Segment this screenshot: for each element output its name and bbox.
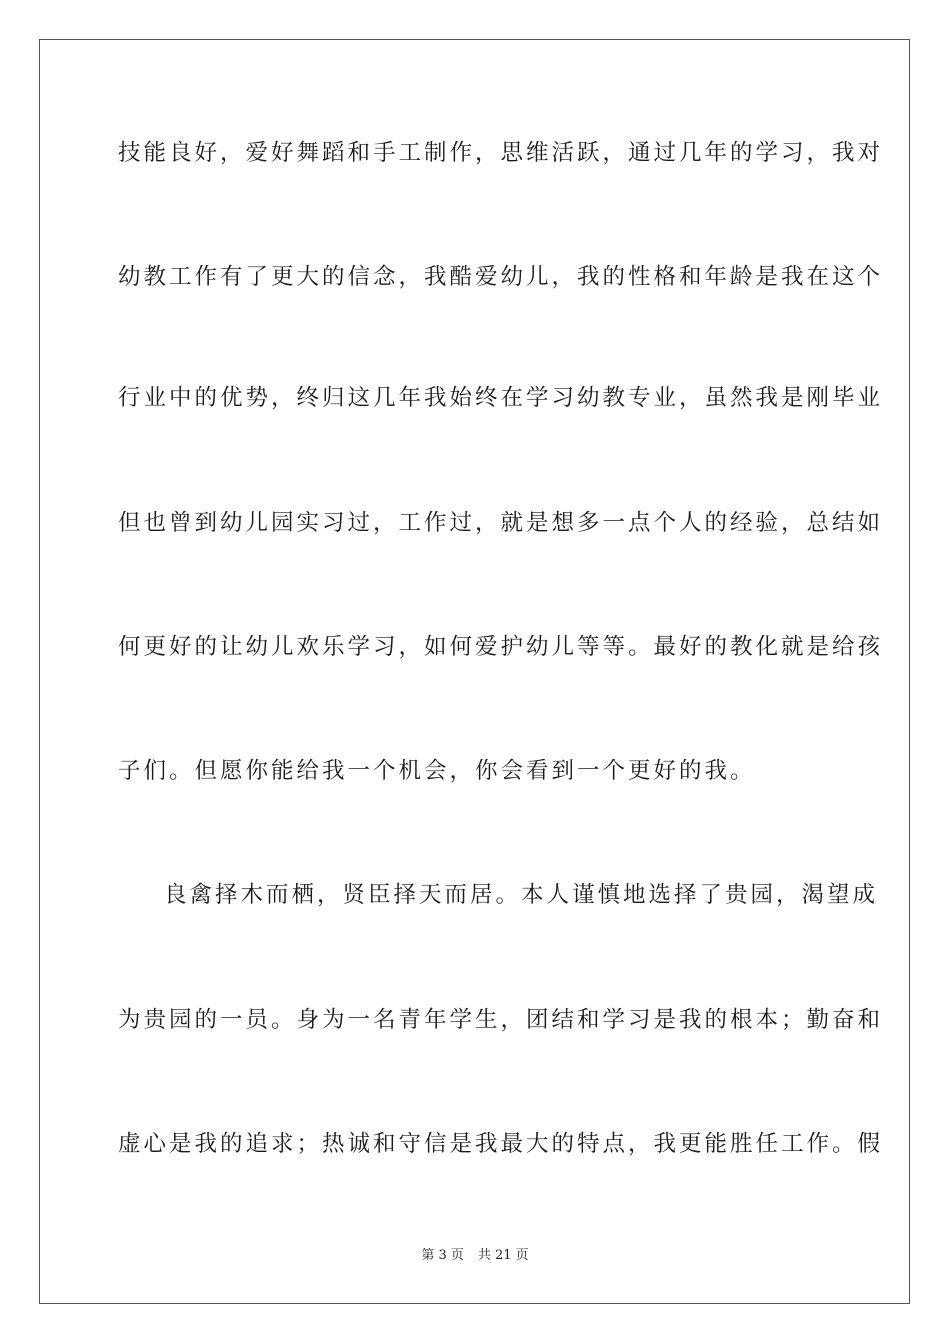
- body-text-line: 行业中的优势，终归这几年我始终在学习幼教专业，虽然我是刚毕业: [118, 385, 884, 411]
- page-total: 共 21 页: [477, 1248, 529, 1263]
- body-text-line: 但也曾到幼儿园实习过，工作过，就是想多一点个人的经验，总结如: [118, 510, 884, 536]
- body-text-line: 技能良好，爱好舞蹈和手工制作，思维活跃，通过几年的学习，我对: [118, 140, 884, 166]
- body-text-line: 子们。但愿你能给我一个机会，你会看到一个更好的我。: [118, 758, 756, 784]
- page-number: 第 3 页: [421, 1248, 464, 1263]
- body-text-line: 虚心是我的追求；热诚和守信是我最大的特点，我更能胜任工作。假: [118, 1131, 884, 1157]
- body-text-line: 幼教工作有了更大的信念，我酷爱幼儿，我的性格和年龄是我在这个: [118, 264, 884, 290]
- body-text-line: 何更好的让幼儿欢乐学习，如何爱护幼儿等等。最好的教化就是给孩: [118, 634, 884, 660]
- page-footer: [0, 1247, 950, 1265]
- body-text-line: 为贵园的一员。身为一名青年学生，团结和学习是我的根本；勤奋和: [118, 1007, 884, 1033]
- body-text-line: 良禽择木而栖，贤臣择天而居。本人谨慎地选择了贵园，渴望成: [164, 882, 879, 908]
- page-border: [39, 39, 910, 1304]
